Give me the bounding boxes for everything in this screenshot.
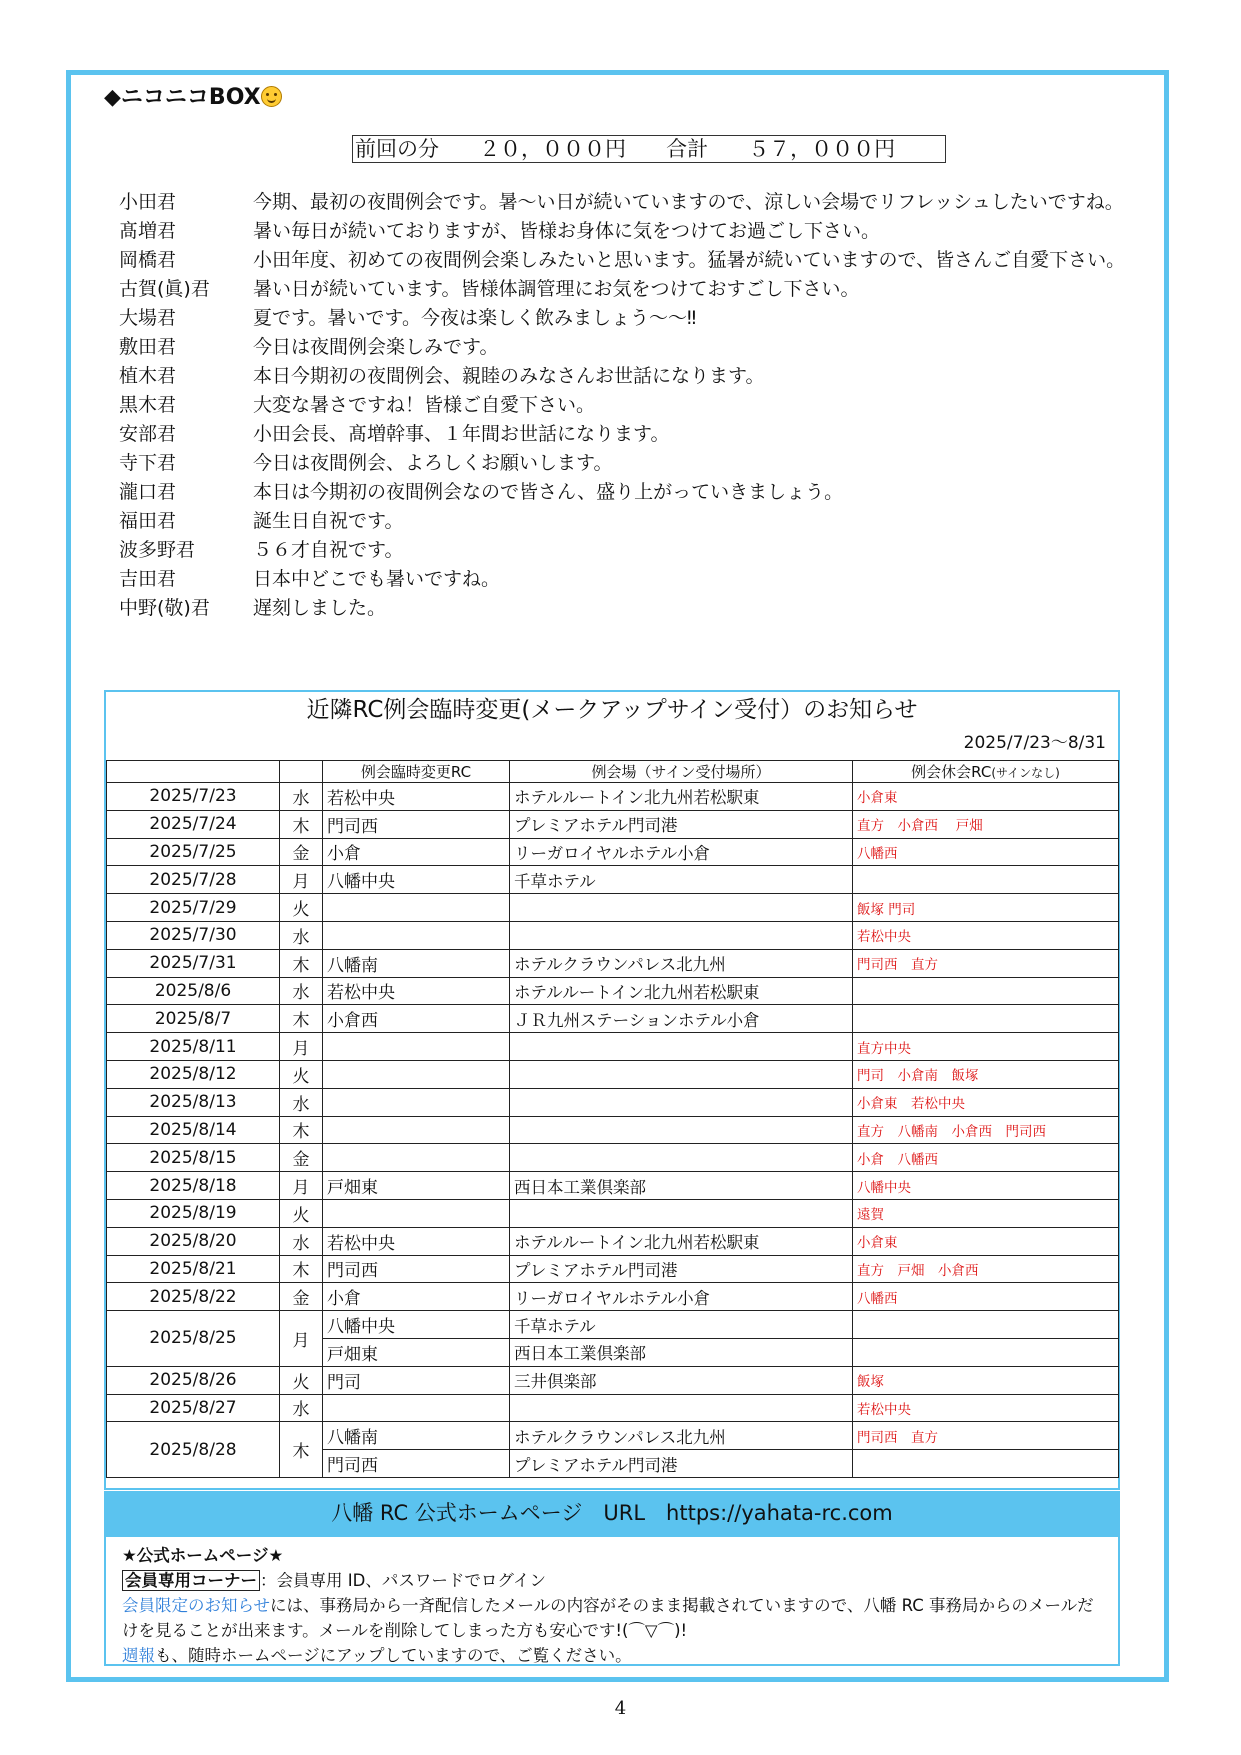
weekday-cell: 火 [280,1199,323,1227]
closed-club-cell: 直方 戸畑 小倉西 [853,1255,1119,1283]
weekday-cell: 火 [280,1366,323,1394]
weekday-cell: 水 [280,1088,323,1116]
date-cell: 2025/8/15 [107,1144,280,1172]
message-name: 敷田君 [119,336,177,358]
section-title-text: ◆ニコニコBOX [104,85,261,110]
table-row [107,1116,1119,1144]
total-label: 合計 [666,137,709,161]
closed-club-cell: 門司西 直方 [853,949,1119,977]
header-date [107,761,280,783]
message-item [119,478,1129,507]
host-club-cell: 門司西 [323,1255,510,1283]
date-cell: 2025/8/28 [107,1422,280,1478]
host-club-cell [323,1033,510,1061]
venue-cell: 西日本工業倶楽部 [510,1172,853,1200]
message-name: 黒木君 [119,394,177,416]
date-cell: 2025/7/29 [107,894,280,922]
message-text: 夏です。暑いです。今夜は楽しく飲みましょう～～‼ [253,307,697,329]
host-club-cell: 若松中央 [323,1227,510,1255]
date-cell: 2025/8/27 [107,1394,280,1422]
members-notice-link[interactable]: 会員限定のお知らせ [122,1596,271,1615]
weekday-cell: 金 [280,1144,323,1172]
date-cell: 2025/8/21 [107,1255,280,1283]
closed-club-cell: 若松中央 [853,921,1119,949]
date-cell: 2025/8/20 [107,1227,280,1255]
table-row [107,838,1119,866]
closed-club-cell: 小倉 八幡西 [853,1144,1119,1172]
weekday-cell: 水 [280,977,323,1005]
message-text: 今日は夜間例会楽しみです。 [253,336,499,358]
weekday-cell: 月 [280,866,323,894]
venue-cell: プレミアホテル門司港 [510,1255,853,1283]
host-club-cell [323,1144,510,1172]
date-cell: 2025/7/25 [107,838,280,866]
message-text: 遅刻しました。 [253,597,387,619]
date-cell: 2025/8/19 [107,1199,280,1227]
venue-cell [510,1116,853,1144]
message-text: 小田年度、初めての夜間例会楽しみたいと思います。猛暑が続いていますので、皆さんご自愛下さい。 [253,249,1126,271]
table-row [107,1255,1119,1283]
table-row [107,1283,1119,1311]
table-row [107,1394,1119,1422]
table-row [107,1311,1119,1339]
host-club-cell: 門司西 [323,810,510,838]
host-club-cell: 八幡中央 [323,1311,510,1339]
homepage-banner[interactable]: 八幡 RC 公式ホームページ URL https://yahata-rc.com [104,1491,1120,1535]
closed-club-cell: 直方 八幡南 小倉西 門司西 [853,1116,1119,1144]
members-corner-label[interactable]: 会員専用コーナー [122,1570,260,1591]
info-heading: ★公式ホームページ★ [122,1546,284,1565]
message-text: 誕生日自祝です。 [253,510,404,532]
closed-club-cell: 八幡中央 [853,1172,1119,1200]
message-item [119,507,1129,536]
closed-club-cell: 飯塚 [853,1366,1119,1394]
message-name: 大場君 [119,307,177,329]
date-cell: 2025/8/11 [107,1033,280,1061]
message-text: 今日は夜間例会、よろしくお願いします。 [253,452,613,474]
weekday-cell: 水 [280,783,323,811]
date-cell: 2025/8/12 [107,1060,280,1088]
homepage-info [104,1535,1120,1666]
venue-cell: リーガロイヤルホテル小倉 [510,838,853,866]
date-cell: 2025/7/28 [107,866,280,894]
message-text: 暑い毎日が続いておりますが、皆様お身体に気をつけてお過ごし下さい。 [253,220,881,242]
previous-value: ２０，０００円 [479,137,627,161]
venue-cell: プレミアホテル門司港 [510,1450,853,1478]
weekly-report-link[interactable]: 週報 [122,1646,155,1665]
venue-cell: リーガロイヤルホテル小倉 [510,1283,853,1311]
weekday-cell: 木 [280,1255,323,1283]
previous-label: 前回の分 [355,137,439,161]
closed-club-cell [853,1338,1119,1366]
table-row [107,866,1119,894]
table-row [107,783,1119,811]
date-cell: 2025/7/31 [107,949,280,977]
venue-cell [510,1199,853,1227]
weekday-cell: 火 [280,1060,323,1088]
table-row [107,1199,1119,1227]
page-number: 4 [614,1698,627,1719]
closed-club-cell: 八幡西 [853,1283,1119,1311]
weekday-cell: 月 [280,1311,323,1367]
message-name: 瀧口君 [119,481,177,503]
weekday-cell: 金 [280,838,323,866]
date-cell: 2025/7/30 [107,921,280,949]
message-name: 安部君 [119,423,177,445]
weekday-cell: 水 [280,1394,323,1422]
closed-club-cell [853,1311,1119,1339]
venue-cell: ホテルルートイン北九州若松駅東 [510,1227,853,1255]
table-row [107,1144,1119,1172]
closed-club-cell [853,977,1119,1005]
message-name: 中野(敬)君 [119,597,210,619]
weekday-cell: 木 [280,1005,323,1033]
schedule-table [106,760,1119,1478]
members-notice-text: には、事務局から一斉配信したメールの内容がそのまま掲載されていますので、八幡 RC 事務局からのメールだけを見ることが出来ます。メールを削除してしまった方も安心です!(⌒▽⌒)! [122,1596,1094,1640]
message-name: 岡橋君 [119,249,177,271]
table-row [107,1227,1119,1255]
host-club-cell: 八幡南 [323,949,510,977]
host-club-cell: 八幡南 [323,1422,510,1450]
message-item [119,246,1129,275]
notice-period: 2025/7/23～8/31 [963,733,1106,753]
header-off-note: (サインなし) [991,766,1060,780]
table-row [107,810,1119,838]
host-club-cell [323,1394,510,1422]
section-title [104,80,282,111]
host-club-cell: 若松中央 [323,783,510,811]
venue-cell: ホテルルートイン北九州若松駅東 [510,977,853,1005]
date-cell: 2025/8/7 [107,1005,280,1033]
venue-cell: プレミアホテル門司港 [510,810,853,838]
message-name: 植木君 [119,365,177,387]
members-corner-text: ：会員専用 ID、パスワードでログイン [260,1571,546,1590]
message-item [119,275,1129,304]
message-name: 波多野君 [119,539,196,561]
message-name: 古賀(眞)君 [119,278,210,300]
message-name: 福田君 [119,510,177,532]
closed-club-cell: 若松中央 [853,1394,1119,1422]
closed-club-cell [853,1450,1119,1478]
host-club-cell: 小倉西 [323,1005,510,1033]
header-dow [280,761,323,783]
venue-cell [510,1060,853,1088]
message-item [119,362,1129,391]
weekday-cell: 月 [280,1033,323,1061]
closed-club-cell: 小倉東 若松中央 [853,1088,1119,1116]
venue-cell: 千草ホテル [510,1311,853,1339]
date-cell: 2025/8/14 [107,1116,280,1144]
host-club-cell: 門司西 [323,1450,510,1478]
venue-cell: 三井倶楽部 [510,1366,853,1394]
date-cell: 2025/8/26 [107,1366,280,1394]
message-text: 小田会長、髙増幹事、１年間お世話になります。 [253,423,670,445]
venue-cell: ホテルルートイン北九州若松駅東 [510,783,853,811]
date-cell: 2025/7/23 [107,783,280,811]
message-item [119,217,1129,246]
notice-title: 近隣RC例会臨時変更(メークアップサイン受付）のお知らせ [306,697,918,723]
table-row [107,1005,1119,1033]
table-row [107,894,1119,922]
message-name: 吉田君 [119,568,177,590]
date-cell: 2025/8/18 [107,1172,280,1200]
table-row [107,1422,1119,1450]
weekday-cell: 金 [280,1283,323,1311]
host-club-cell [323,1060,510,1088]
venue-cell [510,1088,853,1116]
header-off-label: 例会休会RC [911,763,992,781]
totals-box [352,135,946,163]
table-row [107,921,1119,949]
total-value: ５７，０００円 [748,137,896,161]
closed-club-cell: 小倉東 [853,1227,1119,1255]
message-item [119,188,1129,217]
date-cell: 2025/8/25 [107,1311,280,1367]
host-club-cell: 小倉 [323,838,510,866]
message-name: 小田君 [119,191,177,213]
weekday-cell: 水 [280,1227,323,1255]
message-item [119,449,1129,478]
date-cell: 2025/8/22 [107,1283,280,1311]
host-club-cell [323,1199,510,1227]
venue-cell [510,921,853,949]
weekday-cell: 火 [280,894,323,922]
host-club-cell: 若松中央 [323,977,510,1005]
closed-club-cell: 直方中央 [853,1033,1119,1061]
closed-club-cell: 直方 小倉西 戸畑 [853,810,1119,838]
closed-club-cell: 遠賀 [853,1199,1119,1227]
closed-club-cell: 門司西 直方 [853,1422,1119,1450]
message-item [119,420,1129,449]
closed-club-cell: 飯塚 門司 [853,894,1119,922]
venue-cell: ＪＲ九州ステーションホテル小倉 [510,1005,853,1033]
venue-cell [510,894,853,922]
host-club-cell: 戸畑東 [323,1338,510,1366]
weekday-cell: 木 [280,1422,323,1478]
table-row [107,1033,1119,1061]
header-host: 例会臨時変更RC [323,761,510,783]
host-club-cell [323,1116,510,1144]
table-row [107,977,1119,1005]
weekday-cell: 木 [280,810,323,838]
host-club-cell: 門司 [323,1366,510,1394]
host-club-cell: 八幡中央 [323,866,510,894]
header-venue: 例会場（サイン受付場所） [510,761,853,783]
table-row [107,1060,1119,1088]
date-cell: 2025/8/6 [107,977,280,1005]
venue-cell [510,1394,853,1422]
message-text: 日本中どこでも暑いですね。 [253,568,501,590]
message-item [119,333,1129,362]
weekday-cell: 水 [280,921,323,949]
closed-club-cell [853,1005,1119,1033]
message-text: 今期、最初の夜間例会です。暑～い日が続いていますので、涼しい会場でリフレッシュしたいですね。 [253,191,1124,213]
message-text: 大変な暑さですね！皆様ご自愛下さい。 [253,394,596,416]
closed-club-cell: 小倉東 [853,783,1119,811]
message-item [119,391,1129,420]
message-list [119,188,1129,623]
venue-cell [510,1033,853,1061]
venue-cell [510,1144,853,1172]
host-club-cell [323,894,510,922]
host-club-cell: 戸畑東 [323,1172,510,1200]
closed-club-cell [853,866,1119,894]
message-text: 本日今期初の夜間例会、親睦のみなさんお世話になります。 [253,365,765,387]
table-header [107,761,1119,783]
message-text: 暑い日が続いています。皆様体調管理にお気をつけておすごし下さい。 [253,278,860,300]
weekly-report-text: も、随時ホームページにアップしていますので、ご覧ください。 [155,1646,632,1665]
closed-club-cell: 門司 小倉南 飯塚 [853,1060,1119,1088]
weekday-cell: 木 [280,949,323,977]
header-off [853,761,1119,783]
table-row [107,1172,1119,1200]
table-row [107,1366,1119,1394]
date-cell: 2025/7/24 [107,810,280,838]
message-name: 寺下君 [119,452,177,474]
closed-club-cell: 八幡西 [853,838,1119,866]
venue-cell: ホテルクラウンパレス北九州 [510,1422,853,1450]
table-row [107,1088,1119,1116]
message-item [119,536,1129,565]
makeup-notice [104,690,1120,1490]
message-item [119,565,1129,594]
message-item [119,304,1129,333]
message-text: ５６才自祝です。 [253,539,404,561]
host-club-cell [323,1088,510,1116]
table-row [107,949,1119,977]
message-item [119,594,1129,623]
smiley-face-icon [261,86,282,107]
host-club-cell [323,921,510,949]
venue-cell: 西日本工業倶楽部 [510,1338,853,1366]
weekday-cell: 月 [280,1172,323,1200]
date-cell: 2025/8/13 [107,1088,280,1116]
venue-cell: 千草ホテル [510,866,853,894]
host-club-cell: 小倉 [323,1283,510,1311]
venue-cell: ホテルクラウンパレス北九州 [510,949,853,977]
weekday-cell: 木 [280,1116,323,1144]
message-name: 髙増君 [119,220,177,242]
message-text: 本日は今期初の夜間例会なので皆さん、盛り上がっていきましょう。 [253,481,844,503]
